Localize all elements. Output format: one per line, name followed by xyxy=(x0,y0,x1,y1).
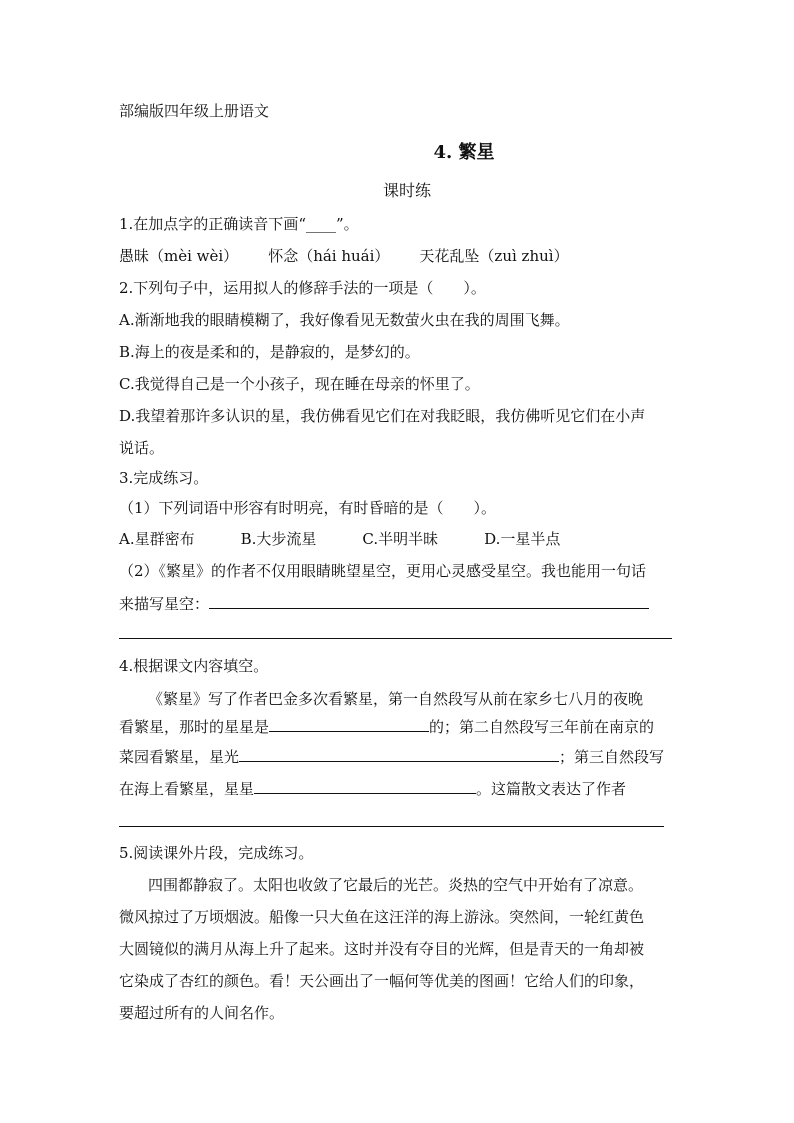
q2-option-d-line1: D.我望着那许多认识的星，我仿佛看见它们在对我眨眼，我仿佛听见它们在小声 xyxy=(119,407,646,425)
q1-items xyxy=(119,245,569,267)
q4-blank-1[interactable] xyxy=(269,715,429,732)
q4-blank-3[interactable] xyxy=(254,777,476,794)
q2-option-d-line2: 说话。 xyxy=(119,439,165,457)
q1-stem: 1.在加点字的正确读音下画“____”。 xyxy=(119,215,359,233)
q2-option-c: C.我觉得自己是一个小孩子，现在睡在母亲的怀里了。 xyxy=(119,375,480,393)
q3-part1: （1）下列词语中形容有时明亮，有时昏暗的是（ ）。 xyxy=(119,499,497,517)
q3-part2-label: 来描写星空： xyxy=(119,595,210,613)
q5-passage-line2: 微风掠过了万顷烟波。船像一只大鱼在这汪洋的海上游泳。突然间，一轮红黄色 xyxy=(119,908,645,926)
q3-answer-blank[interactable] xyxy=(209,592,649,609)
q3-stem: 3.完成练习。 xyxy=(119,469,209,487)
q4-text-segment: 在海上看繁星，星星 xyxy=(119,780,255,798)
q3-answer-line[interactable] xyxy=(119,638,672,639)
q3-part2-line1: （2）《繁星》的作者不仅用眼睛眺望星空，更用心灵感受星空。我也能用一句话 xyxy=(119,562,647,580)
q5-passage-line1: 四围都静寂了。太阳也收敛了它最后的光芒。炎热的空气中开始有了凉意。 xyxy=(148,876,644,894)
q4-answer-line[interactable] xyxy=(119,826,664,827)
q4-text-line4 xyxy=(119,777,626,800)
q2-option-b: B.海上的夜是柔和的，是静寂的，是梦幻的。 xyxy=(119,343,420,361)
q4-text-segment: 看繁星，那时的星星是 xyxy=(119,718,270,736)
lesson-subtitle: 课时练 xyxy=(382,181,431,200)
q4-text-segment: 的；第二自然段写三年前在南京的 xyxy=(429,718,655,736)
q3-option-a: A.星群密布 xyxy=(119,530,195,548)
q5-passage-line3: 大圆镜似的满月从海上升了起来。这时并没有夺目的光辉，但是青天的一角却被 xyxy=(119,940,645,958)
q4-text-line1: 《繁星》写了作者巴金多次看繁星，第一自然段写从前在家乡七八月的夜晚 xyxy=(148,690,644,708)
q5-passage-line5: 要超过所有的人间名作。 xyxy=(119,1004,285,1022)
lesson-title: 4. 繁星 xyxy=(433,142,495,163)
course-label: 部编版四年级上册语文 xyxy=(119,102,270,120)
q4-blank-2[interactable] xyxy=(239,745,559,762)
q3-option-b: B.大步流星 xyxy=(240,530,317,548)
q4-text-segment: 菜园看繁星，星光 xyxy=(119,748,240,766)
q3-option-c: C.半明半昧 xyxy=(362,530,439,548)
q4-stem: 4.根据课文内容填空。 xyxy=(119,657,269,675)
q4-text-segment: 。这篇散文表达了作者 xyxy=(476,780,627,798)
q3-option-d: D.一星半点 xyxy=(484,530,561,548)
q4-text-line2 xyxy=(119,715,654,738)
q4-text-line3 xyxy=(119,745,664,768)
q1-item-1: 愚昧（mèi wèi） xyxy=(119,247,239,265)
q2-stem: 2.下列句子中，运用拟人的修辞手法的一项是（ ）。 xyxy=(119,279,486,297)
q3-part2-line2 xyxy=(119,592,649,615)
q4-text-segment: ；第三自然段写 xyxy=(559,748,665,766)
q1-item-2: 怀念（hái huái） xyxy=(268,247,390,265)
q5-passage-line4: 它染成了杏红的颜色。看！天公画出了一幅何等优美的图画！它给人们的印象， xyxy=(119,972,645,990)
q2-option-a: A.渐渐地我的眼睛模糊了，我好像看见无数萤火虫在我的周围飞舞。 xyxy=(119,311,570,329)
q5-stem: 5.阅读课外片段，完成练习。 xyxy=(119,844,314,862)
q1-item-3: 天花乱坠（zuì zhuì） xyxy=(419,247,569,265)
q3-options xyxy=(119,528,560,550)
